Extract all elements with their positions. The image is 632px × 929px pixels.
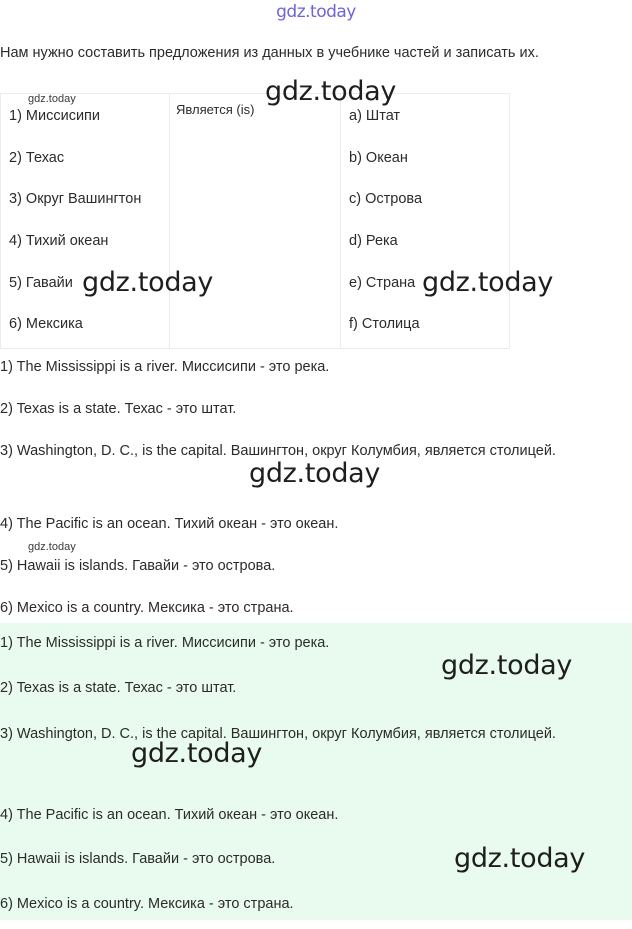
answer-item: 5) Hawaii is islands. Гавайи - это острова. — [0, 851, 276, 868]
subject-item: 6) Мексика — [9, 316, 83, 333]
subjects-column — [1, 94, 170, 349]
subject-item: 4) Тихий океан — [9, 233, 109, 250]
predicate-item: e) Страна — [349, 274, 416, 291]
watermark: gdz.today — [82, 267, 214, 298]
answer-item: 2) Texas is a state. Техас - это штат. — [0, 679, 237, 696]
answer-item: 5) Hawaii is islands. Гавайи - это острова. — [0, 558, 276, 575]
watermark: gdz.today — [249, 458, 381, 489]
watermark: gdz.today — [454, 843, 586, 874]
watermark-small: gdz.today — [28, 93, 76, 105]
watermark-small: gdz.today — [28, 541, 76, 553]
subject-item: 1) Миссисипи — [9, 108, 101, 124]
predicate-item: a) Штат — [349, 108, 401, 124]
task-table — [0, 93, 510, 349]
predicate-item: c) Острова — [349, 191, 423, 208]
predicates-column — [341, 94, 510, 349]
answer-item: 4) The Pacific is an ocean. Тихий океан - это океан. — [0, 806, 339, 823]
answer-item: 2) Texas is a state. Техас - это штат. — [0, 400, 237, 417]
predicate-item: d) Река — [349, 233, 398, 250]
answers-list — [0, 347, 620, 629]
answers-highlight-block — [0, 623, 632, 920]
answer-item: 6) Mexico is a country. Мексика - это страна. — [0, 599, 294, 616]
answer-item: 4) The Pacific is an ocean. Тихий океан - это океан. — [0, 516, 339, 533]
watermark: gdz.today — [265, 76, 397, 107]
answer-item: 1) The Mississippi is a river. Миссисипи - это река. — [0, 359, 330, 375]
verb-column — [170, 94, 341, 349]
subject-item: 3) Округ Вашингтон — [9, 191, 142, 208]
subject-item: 5) Гавайи — [9, 274, 73, 291]
task-intro: Нам нужно составить предложения из данных в учебнике частей и записать их. — [0, 45, 539, 61]
watermark: gdz.today — [131, 738, 263, 769]
answer-item: 3) Washington, D. C., is the capital. Вашингтон, округ Колумбия, является столицей. — [0, 443, 556, 460]
predicate-item: b) Океан — [349, 149, 408, 166]
subject-item: 2) Техас — [9, 149, 65, 166]
predicate-item: f) Столица — [349, 316, 420, 333]
answer-item: 1) The Mississippi is a river. Миссисипи - это река. — [0, 635, 330, 651]
answer-item: 3) Washington, D. C., is the capital. Вашингтон, округ Колумбия, является столицей. — [0, 725, 556, 742]
verb-label: Является (is) — [176, 102, 255, 117]
answer-item: 6) Mexico is a country. Мексика - это страна. — [0, 896, 294, 913]
watermark: gdz.today — [441, 650, 573, 681]
site-logo[interactable]: gdz.today — [276, 2, 356, 22]
watermark: gdz.today — [422, 267, 554, 298]
